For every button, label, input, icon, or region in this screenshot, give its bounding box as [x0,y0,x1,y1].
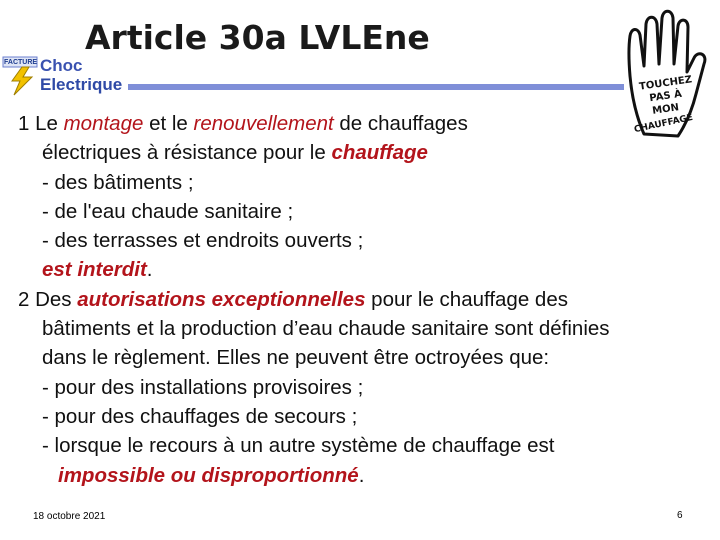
p2-bullet1: - pour des installations provisoires ; [42,375,364,399]
p2-line2: bâtiments et la production d’eau chaude sanitaire sont définies [42,317,610,341]
p1-line1 [18,109,718,138]
p1-line2 [18,138,718,167]
page-number: 6 [677,510,683,521]
text: 1 Le [18,112,64,135]
p2-line1 [18,285,718,314]
text: et le [143,112,194,135]
logo-line2: Electrique [40,75,123,94]
emphasis-interdit: est interdit [42,258,147,282]
p1-conclusion [18,255,718,284]
text: de chauffages [333,112,468,135]
text: . [146,258,153,282]
choc-electrique-logo [2,55,130,97]
p2-conclusion [18,461,718,490]
hand-text-2: PAS À [648,88,683,105]
slide-title: Article 30a LVLEne [85,18,430,57]
p2-bullet2: - pour des chauffages de secours ; [42,404,358,428]
text: pour le chauffage des [365,287,568,311]
footer-date: 18 octobre 2021 [33,511,106,522]
p1-bullet2: - de l'eau chaude sanitaire ; [42,199,294,223]
p1-bullet3: - des terrasses et endroits ouverts ; [42,229,364,253]
slide-content [18,109,718,490]
logo-line1: Choc [40,56,83,75]
emphasis-impossible: impossible ou disproportionné [58,463,359,487]
emphasis-renouvellement: renouvellement [193,112,334,135]
emphasis-autorisations: autorisations exceptionnelles [77,287,366,311]
text: électriques à résistance pour le [42,141,332,165]
p1-bullet1: - des bâtiments ; [42,170,194,194]
p2-bullet3: - lorsque le recours à un autre système de chauffage est [42,434,555,458]
hand-text-1: TOUCHEZ [638,74,693,93]
text: 2 Des [18,287,78,311]
p2-line3: dans le règlement. Elles ne peuvent être octroyées que: [42,346,550,370]
emphasis-chauffage: chauffage [331,141,428,165]
hand-text-4: CHAUFFAGE [633,112,694,136]
emphasis-montage: montage [63,112,144,135]
hand-text-3: MON [651,102,680,117]
logo-tag: FACTURE [4,59,38,66]
text: . [358,463,365,487]
title-rule [128,84,624,90]
